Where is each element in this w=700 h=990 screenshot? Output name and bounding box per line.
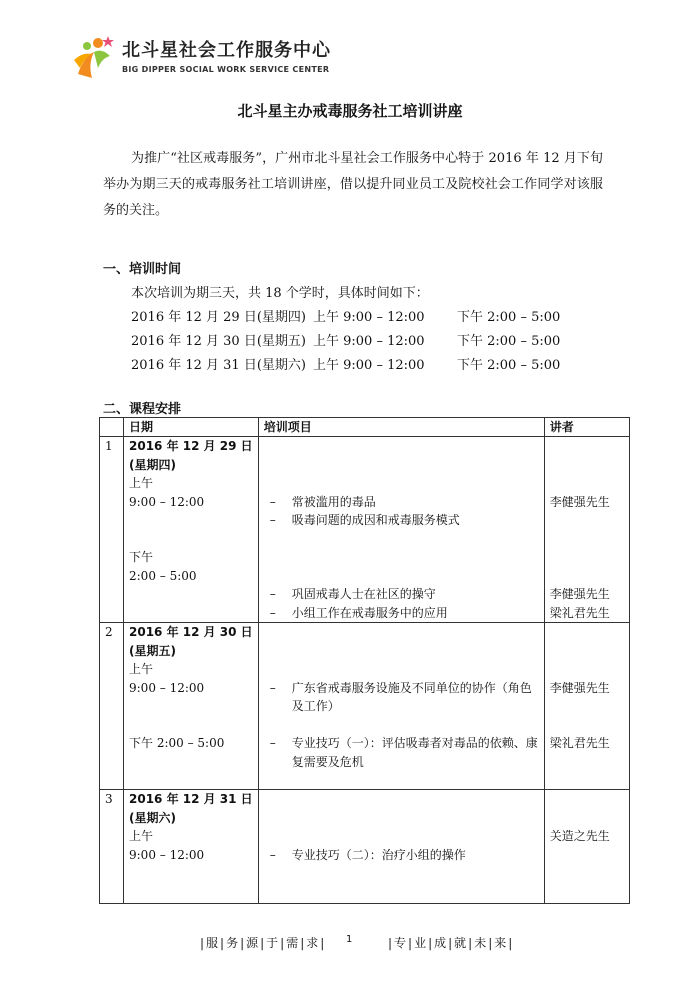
speaker: 李健强先生 [549,494,610,509]
course-item: – 广东省戒毒服务设施及不同单位的协作（角色及工作） [269,680,532,713]
page-number: 1 [346,934,353,945]
footer-slogan-right: |专|业|成|就|未|来| [388,936,515,950]
am-label: 上午 [129,829,154,843]
speaker: 梁礼君先生 [549,605,610,620]
day-number: 1 [105,439,113,453]
star-figure-logo-icon [70,34,114,80]
day-weekday: (星期六) [129,810,176,825]
day-weekday: (星期四) [129,457,176,472]
course-table [99,417,630,904]
am-time: 9:00 – 12:00 [129,847,205,862]
schedule-date: 2016 年 12 月 31 日(星期六) [131,358,306,373]
letterhead [70,34,370,84]
header-item: 培训项目 [258,418,544,437]
section-heading-courses: 二、课程安排 [103,402,182,417]
table-row [100,790,630,904]
course-item: – 巩固戒毒人士在社区的操守 [269,587,436,601]
course-item: – 常被滥用的毒品 [269,494,376,509]
page-footer [0,934,700,954]
speaker: 李健强先生 [549,680,610,695]
header-speaker: 讲者 [544,418,629,437]
org-name-en: BIG DIPPER SOCIAL WORK SERVICE CENTER [122,65,330,74]
day-date: 2016 年 12 月 29 日 [129,439,253,453]
schedule-pm: 下午 2:00 – 5:00 [457,334,561,349]
table-header-row [100,418,630,437]
am-label: 上午 [129,476,154,490]
day-number: 3 [105,792,113,806]
speaker: 关造之先生 [549,829,610,843]
table-row [100,437,630,623]
schedule-pm: 下午 2:00 – 5:00 [457,310,561,325]
schedule-am: 上午 9:00 – 12:00 [313,310,425,325]
course-item: – 专业技巧（一）：评估吸毒者对毒品的依赖、康复需要及危机 [269,736,538,769]
header-num [100,418,124,437]
schedule-date: 2016 年 12 月 29 日(星期四) [131,310,306,325]
pm-label: 下午 [129,550,154,564]
am-time: 9:00 – 12:00 [129,680,205,695]
day-date: 2016 年 12 月 30 日 [129,625,253,639]
time-summary: 本次培训为期三天，共 18 个学时，具体时间如下： [131,286,429,301]
footer-slogan-left: |服|务|源|于|需|求| [200,936,327,950]
day-weekday: (星期五) [129,643,176,658]
pm-time: 2:00 – 5:00 [129,568,197,583]
org-name-cn: 北斗星社会工作服务中心 [122,40,331,61]
pm-time: 下午 2:00 – 5:00 [129,736,225,750]
am-label: 上午 [129,662,154,676]
document-title: 北斗星主办戒毒服务社工培训讲座 [237,102,463,120]
speaker: 李健强先生 [549,587,610,601]
table-row [100,623,630,790]
schedule-date: 2016 年 12 月 30 日(星期五) [131,334,306,349]
am-time: 9:00 – 12:00 [129,494,205,509]
day-number: 2 [105,625,113,639]
day-date: 2016 年 12 月 31 日 [129,792,253,806]
schedule-am: 上午 9:00 – 12:00 [313,358,425,373]
course-item: – 吸毒问题的成因和戒毒服务模式 [269,513,460,527]
header-date: 日期 [124,418,259,437]
schedule-pm: 下午 2:00 – 5:00 [457,358,561,373]
course-item: – 专业技巧（二）：治疗小组的操作 [269,847,466,862]
intro-paragraph: 为推广“社区戒毒服务”，广州市北斗星社会工作服务中心特于 2016 年 12 月下旬举办为期三天的戒毒服务社工培训讲座，借以提升同业员工及院校社会工作同学对该服务的关注。 [103,151,603,218]
schedule-am: 上午 9:00 – 12:00 [313,334,425,349]
section-heading-time: 一、培训时间 [103,262,182,277]
course-item: – 小组工作在戒毒服务中的应用 [269,605,448,620]
speaker: 梁礼君先生 [549,736,610,750]
